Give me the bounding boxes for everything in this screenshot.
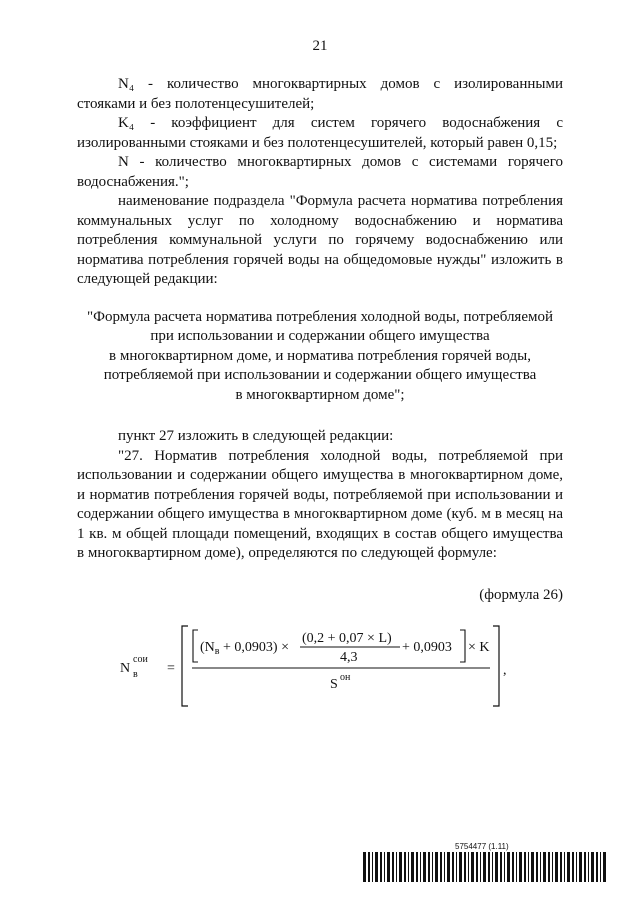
barcode-bar: [531, 852, 534, 882]
barcode-bar: [488, 852, 490, 882]
barcode-bar: [464, 852, 466, 882]
barcode-bar: [504, 852, 505, 882]
formula-26: [110, 620, 530, 710]
barcode-bar: [572, 852, 574, 882]
barcode-bar: [524, 852, 526, 882]
outer-bracket-left: [182, 626, 188, 706]
barcode-bar: [555, 852, 558, 882]
barcode-bar: [579, 852, 582, 882]
barcode-bar: [476, 852, 478, 882]
barcode-bar: [396, 852, 397, 882]
barcode-bar: [507, 852, 510, 882]
inner-bracket-right: [460, 630, 465, 662]
formula-eq: =: [167, 661, 175, 676]
heading-line: в многоквартирном доме";: [235, 386, 405, 403]
barcode-bar: [399, 852, 402, 882]
barcode-bar: [387, 852, 390, 882]
formula-plus-const: + 0,0903: [402, 640, 452, 655]
barcode-bar: [596, 852, 598, 882]
barcode-bar: [495, 852, 498, 882]
heading-line: потребляемой при использовании и содержании общего имущества: [103, 367, 537, 383]
barcode-bar: [411, 852, 414, 882]
barcode-number: 5754477 (1.11): [455, 842, 509, 851]
barcode-bar: [408, 852, 409, 882]
barcode-bar: [588, 852, 589, 882]
barcode-bar: [567, 852, 570, 882]
outer-bracket-right: [493, 626, 499, 706]
barcode-bar: [372, 852, 373, 882]
barcode-bar: [468, 852, 469, 882]
barcode-bar: [384, 852, 385, 882]
barcode-bar: [447, 852, 450, 882]
barcode-bar: [440, 852, 442, 882]
formula-denominator: S: [330, 677, 338, 692]
document-body: [77, 75, 563, 605]
barcode-bar: [459, 852, 462, 882]
barcode-image: [363, 852, 607, 882]
barcode-bar: [435, 852, 438, 882]
barcode-bar: [600, 852, 601, 882]
barcode-bar: [368, 852, 370, 882]
heading-line: в многоквартирном доме, и норматива потребления горячей воды,: [109, 347, 531, 364]
barcode-bar: [456, 852, 457, 882]
formula-inner-denominator: 4,3: [340, 650, 358, 665]
barcode-bar: [528, 852, 529, 882]
barcode-bar: [519, 852, 522, 882]
barcode-bar: [380, 852, 382, 882]
barcode-bar: [423, 852, 426, 882]
formula-times-k: × K: [468, 640, 490, 655]
barcode-bar: [416, 852, 418, 882]
barcode-bar: [483, 852, 486, 882]
item-27-text: "27. Норматив потребления холодной воды, потребляемой при использовании и содержании общего имущества в многоквартирном доме, и норматив потребления горячей воды, потребляемой при использовании и содержании общего имущества в многоквартирном доме (куб. м в месяц на 1 кв. м общей площади помещений, входящих в состав общего имущества в многоквартирном доме), определяются по следующей формуле:: [77, 447, 563, 561]
barcode-bar: [428, 852, 430, 882]
formula-lhs-sub: в: [133, 669, 138, 680]
barcode-bar: [584, 852, 586, 882]
barcode-bar: [432, 852, 433, 882]
barcode-bar: [471, 852, 474, 882]
formula-den-sup: он: [340, 672, 351, 683]
inner-bracket-left: [193, 630, 198, 662]
barcode-bar: [540, 852, 541, 882]
formula-label: (формула 26): [479, 586, 563, 603]
heading-line: при использовании и содержании общего имущества: [150, 328, 490, 344]
heading-line: "Формула расчета норматива потребления холодной воды, потребляемой: [86, 308, 554, 325]
barcode-bar: [543, 852, 546, 882]
paragraph-subsection-title: наименование подраздела "Формула расчета норматива потребления коммунальных услуг по холодному водоснабжению и норматива потребления коммунальной услуги по горячему водоснабжению или норматива потребления горячей воды на общедомовые нужды" изложить в следующей редакции:: [77, 193, 563, 287]
item-intro: пункт 27 изложить в следующей редакции:: [118, 428, 394, 444]
barcode-bar: [480, 852, 481, 882]
barcode-bar: [516, 852, 517, 882]
barcode-bar: [452, 852, 454, 882]
barcode-bar: [576, 852, 577, 882]
barcode-bar: [591, 852, 594, 882]
barcode-bar: [420, 852, 421, 882]
barcode-bar: [404, 852, 406, 882]
barcode-bar: [444, 852, 445, 882]
formula-inner-numerator: (0,2 + 0,07 × L): [302, 631, 392, 646]
barcode-bar: [536, 852, 538, 882]
paragraph-n: N - количество многоквартирных домов с системами горячего водоснабжения.";: [77, 154, 563, 190]
barcode-bar: [512, 852, 514, 882]
page-number: 21: [312, 38, 328, 54]
barcode-bar: [564, 852, 565, 882]
formula-nb-term: $(N_в + 0,0903)$ ×: [200, 640, 289, 657]
paragraph-n4: N₄ - количество многоквартирных домов с изолированными стояками и без полотенцесушителей;: [77, 76, 563, 112]
formula-lhs-sup: сои: [133, 654, 148, 665]
barcode-bar: [603, 852, 606, 882]
barcode-bar: [552, 852, 553, 882]
barcode-bar: [492, 852, 493, 882]
paragraph-k4: K₄ - коэффициент для систем горячего водоснабжения с изолированными стояками и без полотенцесушителей, который равен 0,15;: [77, 115, 563, 151]
barcode-bar: [392, 852, 394, 882]
barcode-bar: [560, 852, 562, 882]
barcode-bar: [375, 852, 378, 882]
barcode-bar: [548, 852, 550, 882]
formula-lhs: N: [120, 661, 131, 676]
barcode-bar: [363, 852, 366, 882]
formula-trailing-comma: ,: [503, 663, 507, 678]
subsection-heading: [77, 308, 563, 406]
barcode-bar: [500, 852, 502, 882]
